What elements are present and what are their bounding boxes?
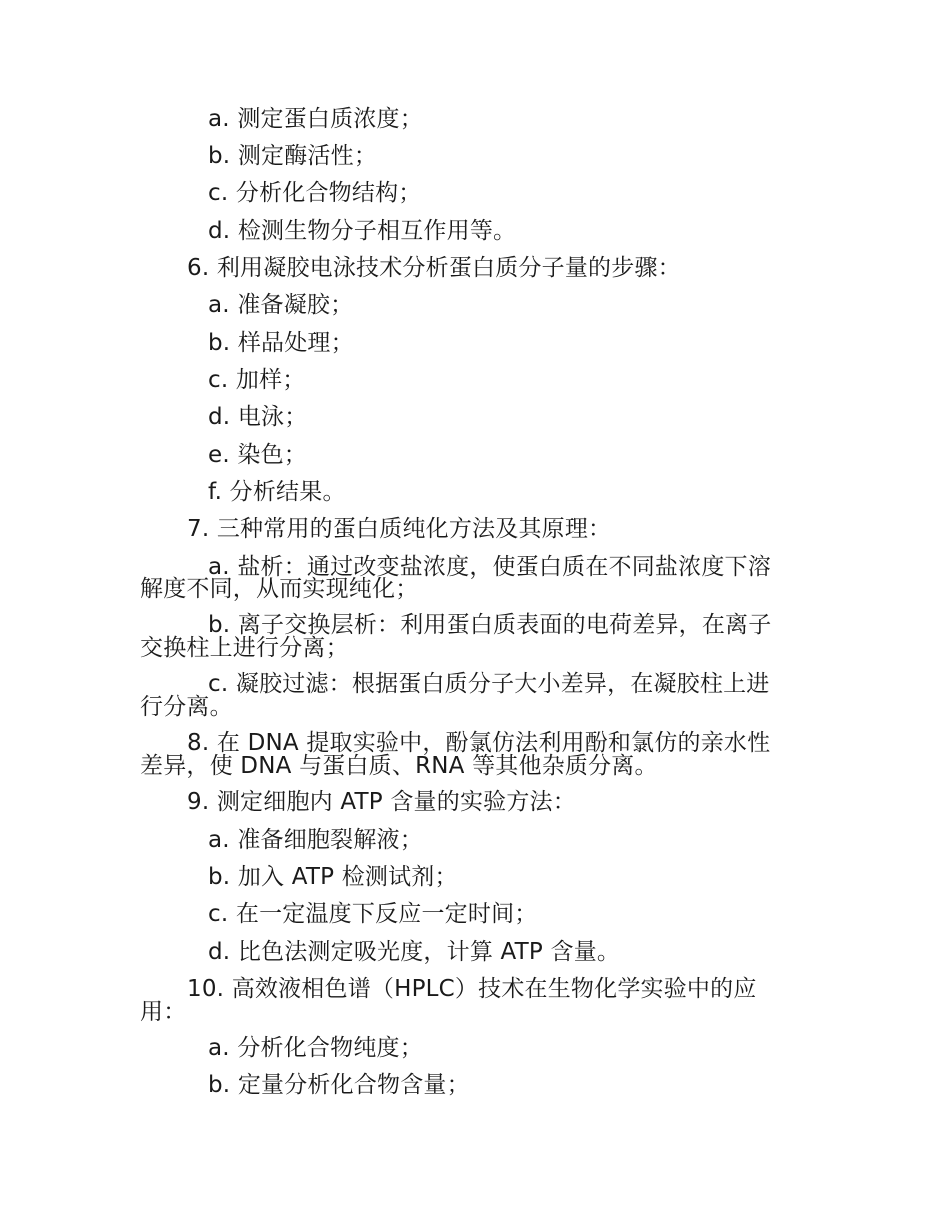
item-6f: f. 分析结果。	[208, 479, 346, 505]
question-9: 9. 测定细胞内 ATP 含量的实验方法：	[187, 789, 576, 815]
item-7c-line2: 行分离。	[140, 694, 233, 720]
item-6b: b. 样品处理；	[208, 330, 354, 356]
item-7a-line1: a. 盐析：通过改变盐浓度，使蛋白质在不同盐浓度下溶	[208, 554, 771, 580]
question-8-line2: 差异，使 DNA 与蛋白质、RNA 等其他杂质分离。	[140, 753, 658, 779]
item-5b: b. 测定酶活性；	[208, 143, 378, 169]
item-5d: d. 检测生物分子相互作用等。	[208, 218, 517, 244]
question-10-line2: 用：	[140, 999, 187, 1025]
item-6c: c. 加样；	[208, 367, 306, 393]
item-9c: c. 在一定温度下反应一定时间；	[208, 901, 538, 927]
item-9d: d. 比色法测定吸光度，计算 ATP 含量。	[208, 939, 621, 965]
item-7b-line2: 交换柱上进行分离；	[140, 635, 349, 661]
question-7: 7. 三种常用的蛋白质纯化方法及其原理：	[187, 516, 612, 542]
item-5a: a. 测定蛋白质浓度；	[208, 106, 423, 132]
item-10a: a. 分析化合物纯度；	[208, 1035, 423, 1061]
item-5c: c. 分析化合物结构；	[208, 180, 422, 206]
item-7c-line1: c. 凝胶过滤：根据蛋白质分子大小差异，在凝胶柱上进	[208, 671, 770, 697]
question-6: 6. 利用凝胶电泳技术分析蛋白质分子量的步骤：	[187, 255, 681, 281]
question-10-line1: 10. 高效液相色谱（HPLC）技术在生物化学实验中的应	[187, 976, 757, 1002]
question-8-line1: 8. 在 DNA 提取实验中，酚氯仿法利用酚和氯仿的亲水性	[187, 730, 771, 756]
item-7a-line2: 解度不同，从而实现纯化；	[140, 576, 419, 602]
item-6e: e. 染色；	[208, 442, 307, 468]
item-9a: a. 准备细胞裂解液；	[208, 827, 423, 853]
item-6a: a. 准备凝胶；	[208, 292, 354, 318]
item-6d: d. 电泳；	[208, 404, 308, 430]
item-10b: b. 定量分析化合物含量；	[208, 1072, 470, 1098]
item-7b-line1: b. 离子交换层析：利用蛋白质表面的电荷差异，在离子	[208, 612, 772, 638]
item-9b: b. 加入 ATP 检测试剂；	[208, 864, 458, 890]
